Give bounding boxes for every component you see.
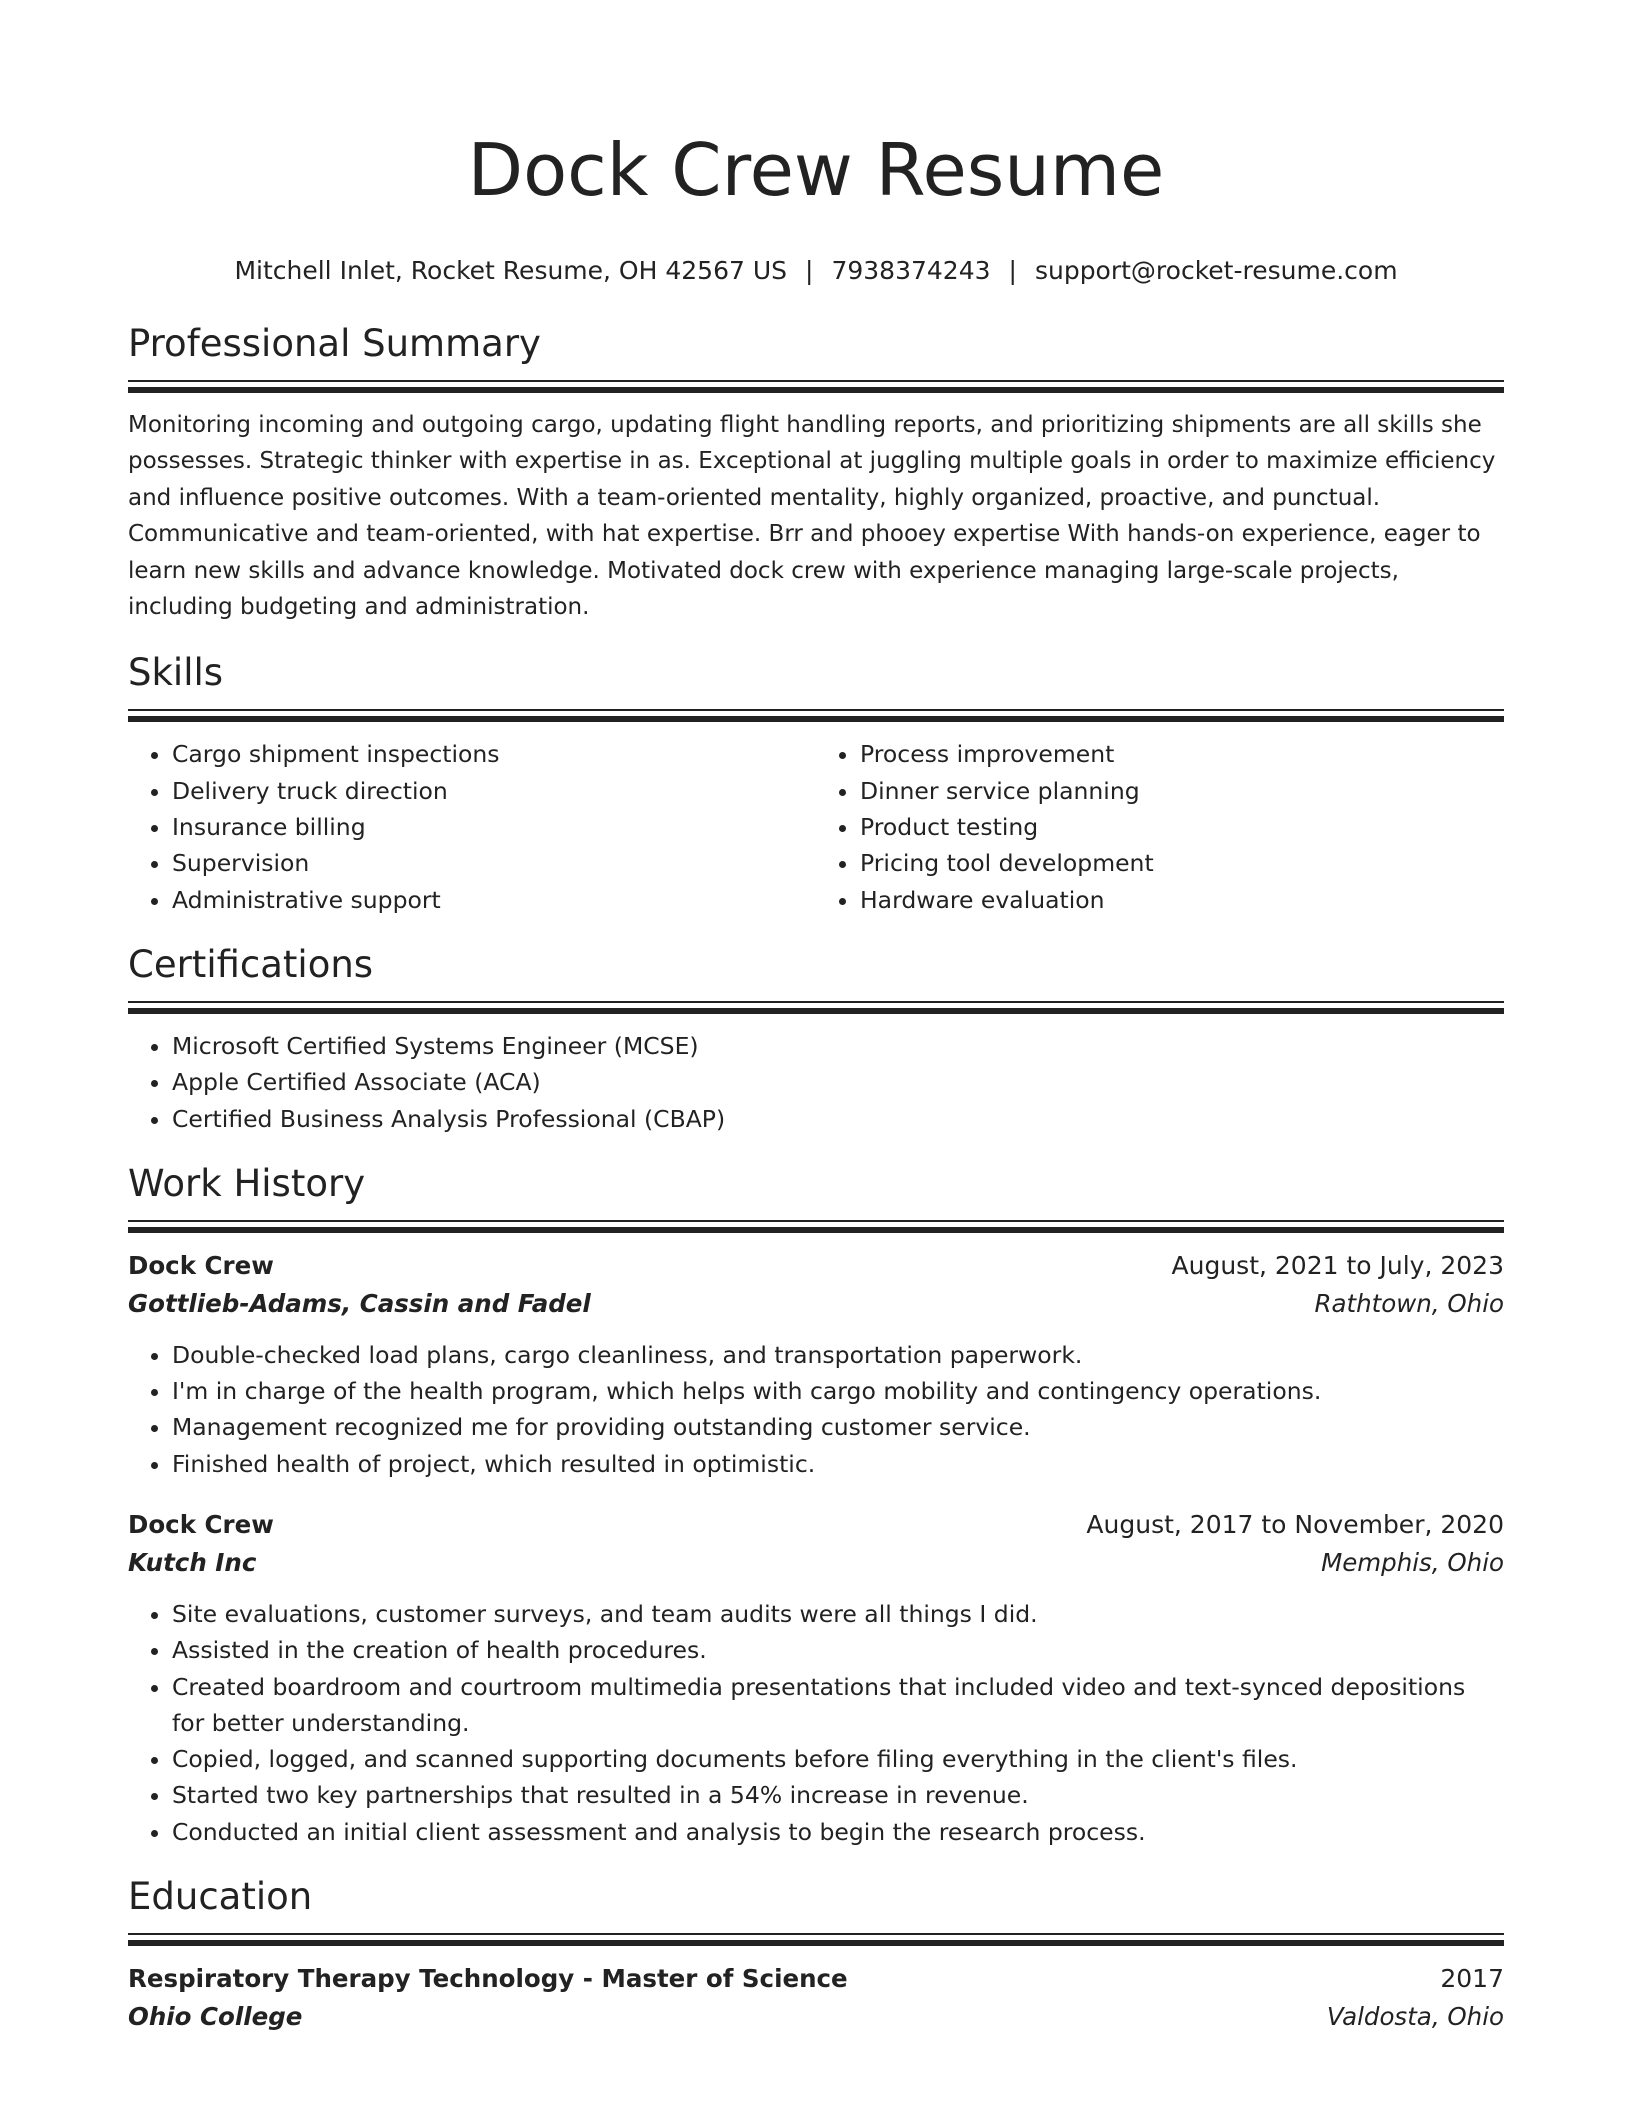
contact-address: Mitchell Inlet, Rocket Resume, OH 42567 US [234,256,788,285]
job-subheader [128,1285,1504,1323]
education-degree: Respiratory Therapy Technology - Master of Science [128,1964,848,1994]
job-dates: August, 2021 to July, 2023 [1171,1250,1504,1280]
education-year: 2017 [1440,1964,1504,1994]
certifications-list [128,1028,1504,1137]
contact-line [128,254,1504,288]
list-item: • Assisted in the creation of health procedures. [172,1632,1504,1668]
summary-heading: Professional Summary [128,322,541,365]
work-history-heading: Work History [128,1161,366,1205]
list-item: • Cargo shipment inspections [172,736,816,772]
job-title: Dock Crew [128,1250,274,1280]
job-location: Rathtown, Ohio [1314,1288,1504,1318]
job-company: Gottlieb-Adams, Cassin and Fadel [128,1288,591,1318]
contact-phone: 7938374243 [831,256,991,285]
skills-grid [128,736,1504,917]
job-title: Dock Crew [128,1510,274,1539]
list-item: • Microsoft Certified Systems Engineer (MCSE) [172,1028,1504,1064]
education-location: Valdosta, Ohio [1326,2002,1504,2032]
job-entry [128,1506,1504,1850]
list-item: • Finished health of project, which resulted in optimistic. [172,1446,1504,1482]
contact-separator: | [805,256,814,285]
list-item: • Dinner service planning [860,773,1504,809]
list-item: • Hardware evaluation [860,882,1504,918]
certifications-section [128,942,1504,1137]
list-item: • Delivery truck direction [172,773,816,809]
list-item: • Administrative support [172,882,816,918]
skills-section [128,650,1504,917]
section-divider [128,1001,1504,1014]
list-item: • Created boardroom and courtroom multimedia presentations that included video and text-synced depositions for better understanding. [172,1669,1504,1742]
resume-title: Dock Crew Resume [467,128,1165,212]
job-bullets [128,1596,1504,1850]
education-subheader [128,1998,1504,2036]
list-item: • Copied, logged, and scanned supporting documents before filing everything in the client's files. [172,1741,1504,1777]
job-header [128,1506,1504,1544]
skills-right-list [816,736,1504,917]
list-item: • Supervision [172,845,816,881]
section-divider [128,1933,1504,1946]
job-entry [128,1247,1504,1482]
job-header [128,1247,1504,1285]
job-bullets [128,1337,1504,1482]
job-dates: August, 2017 to November, 2020 [1086,1510,1504,1539]
education-school: Ohio College [128,2002,303,2032]
contact-email: support@rocket-resume.com [1034,256,1398,285]
contact-separator: | [1008,256,1017,285]
list-item: • Conducted an initial client assessment and analysis to begin the research process. [172,1814,1504,1850]
list-item: • Process improvement [860,736,1504,772]
list-item: • Double-checked load plans, cargo cleanliness, and transportation paperwork. [172,1337,1504,1373]
skills-left-list [128,736,816,917]
list-item: • Insurance billing [172,809,816,845]
section-divider [128,1220,1504,1233]
list-item: • I'm in charge of the health program, which helps with cargo mobility and contingency operations. [172,1373,1504,1409]
list-item: • Started two key partnerships that resulted in a 54% increase in revenue. [172,1777,1504,1813]
education-heading: Education [128,1875,313,1919]
job-subheader [128,1544,1504,1582]
skills-heading: Skills [128,651,224,695]
section-divider [128,380,1504,393]
list-item: • Product testing [860,809,1504,845]
list-item: • Pricing tool development [860,845,1504,881]
list-item: • Apple Certified Associate (ACA) [172,1064,1504,1100]
list-item: • Site evaluations, customer surveys, and team audits were all things I did. [172,1596,1504,1632]
education-header [128,1960,1504,1998]
work-history-section [128,1161,1504,1850]
education-entry [128,1960,1504,2036]
job-location: Memphis, Ohio [1321,1548,1504,1577]
list-item: • Certified Business Analysis Professional (CBAP) [172,1101,1504,1137]
summary-text: Monitoring incoming and outgoing cargo, updating flight handling reports, and prioritizing shipments are all skills she possesses. Strategic thinker with expertise in as. Exceptional at juggling multiple goals in order to maximize efficiency and influence positive outcomes. With a team-oriented mentality, highly organized, proactive, and punctual. Communicative and team-oriented, with hat expertise. Brr and phooey expertise With hands-on experience, eager to learn new skills and advance knowledge. Motivated dock crew with experience managing large-scale projects, including budgeting and administration. [128,412,1496,621]
resume-page [128,0,1504,2036]
list-item: • Management recognized me for providing outstanding customer service. [172,1409,1504,1445]
job-company: Kutch Inc [128,1548,257,1577]
certifications-heading: Certifications [128,942,374,986]
section-divider [128,709,1504,722]
summary-section [128,321,1504,625]
education-section [128,1874,1504,2036]
